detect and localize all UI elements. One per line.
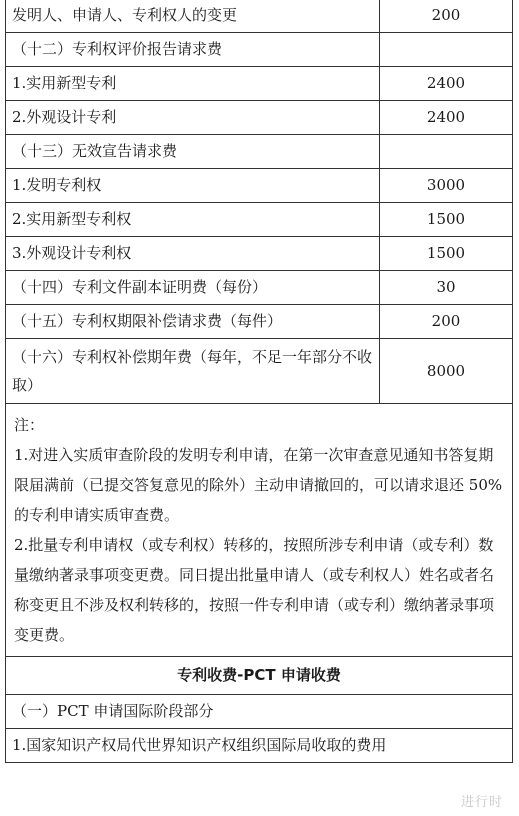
table-row bbox=[6, 169, 513, 203]
fee-amount: 1500 bbox=[380, 237, 513, 271]
notes-row bbox=[6, 404, 513, 657]
fee-amount: 3000 bbox=[380, 169, 513, 203]
note-item: 1.对进入实质审查阶段的发明专利申请，在第一次审查意见通知书答复期限届满前（已提交答复意见的除外）主动申请撤回的，可以请求退还 50%的专利申请实质审查费。 bbox=[14, 446, 503, 524]
fee-label: 1.发明专利权 bbox=[6, 169, 380, 203]
table-row bbox=[6, 237, 513, 271]
table-row bbox=[6, 695, 513, 729]
fee-amount bbox=[380, 33, 513, 67]
table-row bbox=[6, 135, 513, 169]
fee-label: 2.实用新型专利权 bbox=[6, 203, 380, 237]
watermark-text: 进行时 bbox=[460, 795, 503, 810]
fee-category-label: （十二）专利权评价报告请求费 bbox=[6, 33, 380, 67]
section-header-row bbox=[6, 657, 513, 695]
table-row bbox=[6, 271, 513, 305]
table-row bbox=[6, 0, 513, 33]
fee-amount: 1500 bbox=[380, 203, 513, 237]
fee-label: 3.外观设计专利权 bbox=[6, 237, 380, 271]
fee-label: 1.实用新型专利 bbox=[6, 67, 380, 101]
note-item: 2.批量专利申请权（或专利权）转移的，按照所涉专利申请（或专利）数量缴纳著录事项变更费。同日提出批量申请人（或专利权人）姓名或者名称变更且不涉及权利转移的，按照一件专利申请（或专利）缴纳著录事项变更费。 bbox=[14, 536, 495, 644]
table-row bbox=[6, 203, 513, 237]
fee-table bbox=[5, 0, 513, 763]
notes-cell bbox=[6, 404, 513, 657]
table-row bbox=[6, 729, 513, 763]
fee-category-label: （一）PCT 申请国际阶段部分 bbox=[6, 695, 513, 729]
fee-amount bbox=[380, 135, 513, 169]
fee-category-label: （十五）专利权期限补偿请求费（每件） bbox=[6, 305, 380, 339]
fee-label: 2.外观设计专利 bbox=[6, 101, 380, 135]
table-row bbox=[6, 33, 513, 67]
fee-amount: 2400 bbox=[380, 67, 513, 101]
fee-label: 发明人、申请人、专利权人的变更 bbox=[6, 0, 380, 33]
fee-amount: 200 bbox=[380, 305, 513, 339]
fee-category-label: （十三）无效宣告请求费 bbox=[6, 135, 380, 169]
fee-table-page bbox=[5, 0, 512, 763]
table-row bbox=[6, 339, 513, 404]
fee-amount: 200 bbox=[380, 0, 513, 33]
fee-label: 1.国家知识产权局代世界知识产权组织国际局收取的费用 bbox=[6, 729, 513, 763]
section-title: 专利收费-PCT 申请收费 bbox=[6, 657, 513, 695]
fee-category-label: （十六）专利权补偿期年费（每年，不足一年部分不收取） bbox=[6, 339, 380, 404]
fee-amount: 2400 bbox=[380, 101, 513, 135]
fee-amount: 30 bbox=[380, 271, 513, 305]
table-row bbox=[6, 305, 513, 339]
table-row bbox=[6, 67, 513, 101]
fee-category-label: （十四）专利文件副本证明费（每份） bbox=[6, 271, 380, 305]
fee-amount: 8000 bbox=[380, 339, 513, 404]
table-row bbox=[6, 101, 513, 135]
notes-title: 注： bbox=[14, 416, 45, 434]
